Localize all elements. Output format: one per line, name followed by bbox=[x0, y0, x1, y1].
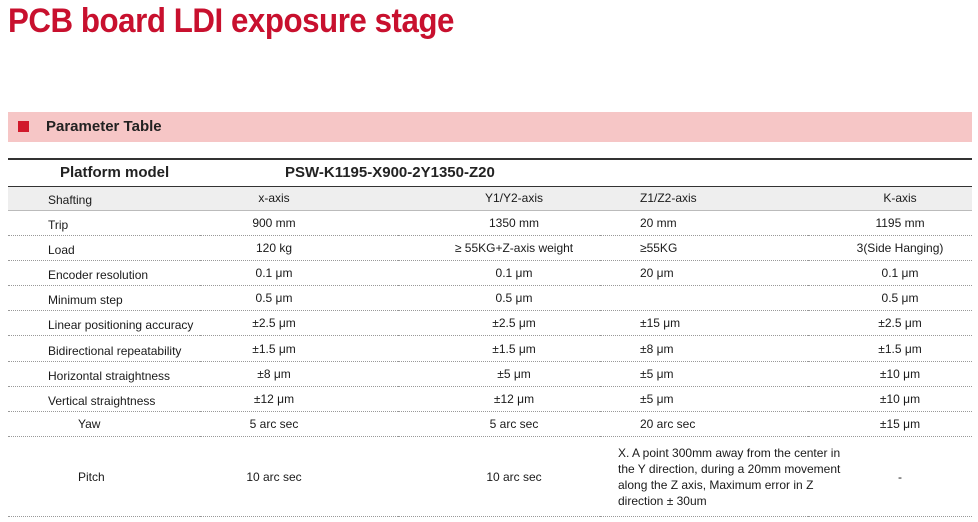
cell-y-axis: 1350 mm bbox=[488, 215, 540, 230]
row-label: Vertical straightness bbox=[48, 393, 156, 408]
cell-x-axis: 120 kg bbox=[255, 240, 293, 255]
cell-k-axis: ±2.5 μm bbox=[878, 316, 922, 331]
row-label: Encoder resolution bbox=[48, 267, 149, 282]
cell-x-axis: ±1.5 μm bbox=[252, 341, 296, 356]
platform-model-row bbox=[8, 159, 972, 186]
cell-x-axis: x-axis bbox=[258, 191, 290, 205]
cell-x-axis: 900 mm bbox=[252, 215, 296, 230]
table-row bbox=[8, 286, 972, 311]
cell-y-axis: ≥ 55KG+Z-axis weight bbox=[454, 240, 574, 255]
cell-k-axis: ±10 μm bbox=[879, 391, 921, 406]
row-label: Horizontal straightness bbox=[48, 368, 171, 383]
shafting-row bbox=[8, 186, 972, 210]
cell-k-axis: 3(Side Hanging) bbox=[856, 240, 944, 255]
table-row bbox=[8, 235, 972, 260]
cell-z-axis: 20 arc sec bbox=[640, 417, 696, 432]
cell-z-axis: ≥55KG bbox=[640, 240, 678, 255]
cell-y-axis: ±2.5 μm bbox=[492, 316, 536, 331]
cell-k-axis: ±15 μm bbox=[879, 417, 921, 432]
cell-k-axis: 1195 mm bbox=[875, 215, 925, 230]
platform-model-value: PSW-K1195-X900-2Y1350-Z20 bbox=[285, 164, 495, 182]
table-row bbox=[8, 210, 972, 235]
cell-k-axis: ±10 μm bbox=[879, 366, 921, 381]
cell-z-axis: ±5 μm bbox=[640, 391, 674, 406]
table-row bbox=[8, 361, 972, 386]
cell-z-axis: ±15 μm bbox=[640, 316, 681, 331]
cell-k-axis: 0.5 μm bbox=[881, 291, 919, 306]
cell-x-axis: ±2.5 μm bbox=[252, 316, 296, 331]
page-title: PCB board LDI exposure stage bbox=[8, 2, 454, 40]
cell-y-axis: ±5 μm bbox=[497, 366, 531, 381]
cell-y-axis: Y1/Y2-axis bbox=[484, 191, 544, 205]
cell-x-axis: ±8 μm bbox=[257, 366, 291, 381]
cell-y-axis: ±1.5 μm bbox=[492, 341, 536, 356]
table-row bbox=[8, 412, 972, 437]
cell-z-axis: Z1/Z2-axis bbox=[640, 191, 697, 205]
row-label: Bidirectional repeatability bbox=[48, 343, 182, 358]
cell-z-axis: 20 mm bbox=[640, 215, 677, 230]
cell-y-axis: ±12 μm bbox=[493, 391, 535, 406]
cell-x-axis: 0.1 μm bbox=[255, 265, 293, 280]
row-label: Trip bbox=[48, 217, 69, 232]
row-label: Yaw bbox=[78, 417, 101, 432]
pitch-row bbox=[8, 437, 972, 517]
row-label: Shafting bbox=[48, 193, 93, 207]
table-row bbox=[8, 260, 972, 285]
cell-x-axis: 5 arc sec bbox=[249, 417, 299, 432]
parameter-table bbox=[8, 158, 972, 517]
cell-z-axis: ±8 μm bbox=[640, 341, 674, 356]
section-bullet-icon bbox=[18, 121, 29, 132]
table-row bbox=[8, 336, 972, 361]
cell-k-axis: - bbox=[898, 469, 902, 484]
section-title: Parameter Table bbox=[46, 118, 162, 135]
table-row bbox=[8, 386, 972, 411]
cell-x-axis: ±12 μm bbox=[253, 391, 295, 406]
platform-model-label: Platform model bbox=[60, 164, 170, 182]
cell-k-axis: 0.1 μm bbox=[881, 265, 919, 280]
cell-y-axis: 0.1 μm bbox=[495, 265, 533, 280]
row-label: Linear positioning accuracy bbox=[48, 318, 194, 333]
cell-x-axis: 10 arc sec bbox=[246, 469, 302, 484]
cell-k-axis: K-axis bbox=[883, 191, 917, 205]
cell-y-axis: 10 arc sec bbox=[486, 469, 542, 484]
row-label: Pitch bbox=[78, 469, 105, 484]
cell-z-axis bbox=[600, 437, 841, 517]
cell-y-axis: 5 arc sec bbox=[489, 417, 539, 432]
cell-x-axis: 0.5 μm bbox=[255, 291, 293, 306]
pitch-note: X. A point 300mm away from the center in the Y direction, during a 20mm movement along the Z axis, Maximum error in Z direction ± 30um bbox=[618, 445, 841, 508]
cell-k-axis: ±1.5 μm bbox=[878, 341, 922, 356]
cell-z-axis: 20 μm bbox=[640, 265, 674, 280]
cell-y-axis: 0.5 μm bbox=[495, 291, 533, 306]
row-label: Load bbox=[48, 242, 75, 257]
cell-z-axis bbox=[600, 286, 808, 311]
table-row bbox=[8, 311, 972, 336]
row-label: Minimum step bbox=[48, 293, 123, 308]
section-header bbox=[8, 112, 972, 142]
cell-z-axis: ±5 μm bbox=[640, 366, 674, 381]
